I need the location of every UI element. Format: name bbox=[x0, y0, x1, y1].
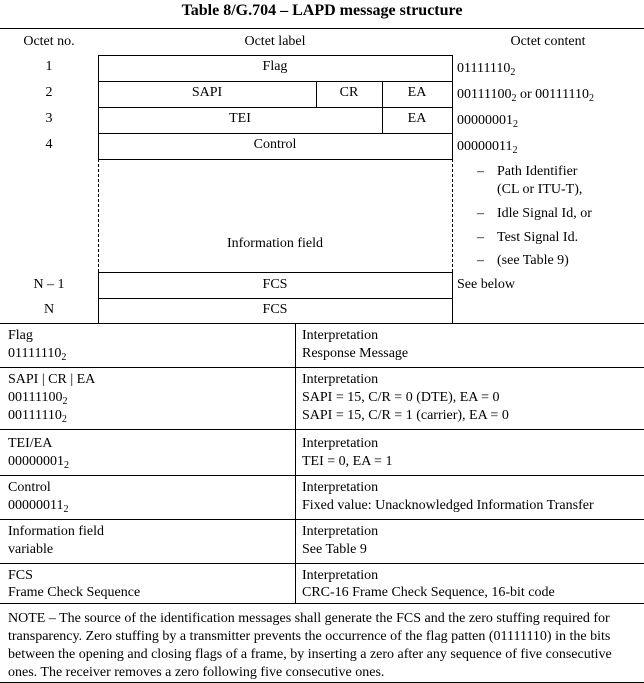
interp-field-name: TEI/EA bbox=[8, 436, 53, 451]
octet-content: $00000001_2$ bbox=[457, 113, 518, 130]
frame-right-dashed bbox=[452, 159, 453, 272]
interp-field-name: SAPI | CR | EA bbox=[8, 372, 96, 387]
list-item: (CL or ITU-T), bbox=[497, 182, 583, 197]
interp-heading: Interpretation bbox=[302, 372, 379, 387]
header-octet-no: Octet no. bbox=[23, 34, 75, 49]
octet-label-sapi: SAPI bbox=[191, 85, 223, 100]
octet-label-ea: EA bbox=[407, 111, 427, 126]
interp-field-value: $00111110_2$ bbox=[8, 408, 67, 425]
interp-field-value: $00000001_2$ bbox=[8, 454, 69, 471]
interp-field-value: variable bbox=[8, 542, 54, 557]
interp-text: Fixed value: Unacknowledged Information Transfer bbox=[302, 498, 594, 513]
frame-line bbox=[98, 133, 453, 134]
interp-row-line bbox=[0, 563, 644, 564]
frame-right-border bbox=[452, 55, 453, 159]
list-item: Test Signal Id. bbox=[497, 230, 579, 245]
octet-label-fcs: FCS bbox=[262, 277, 288, 292]
frame-line bbox=[98, 298, 453, 299]
octet-label-tei: TEI bbox=[229, 111, 251, 126]
interp-field-value: Frame Check Sequence bbox=[8, 585, 141, 600]
octet-label-information-field: Information field bbox=[226, 236, 324, 251]
interp-column-divider bbox=[295, 323, 296, 603]
frame-line bbox=[98, 55, 453, 56]
octet-content: $00111100_2$ or $00111110_2$ bbox=[457, 87, 595, 104]
octet-label-ea: EA bbox=[407, 85, 427, 100]
interp-field-name: Control bbox=[8, 480, 51, 495]
interp-row-line bbox=[0, 603, 644, 604]
octet-no: 2 bbox=[45, 85, 53, 100]
frame-bottom-line bbox=[0, 323, 644, 324]
interp-field-name: Flag bbox=[8, 328, 33, 343]
interp-heading: Interpretation bbox=[302, 524, 379, 539]
interp-row-line bbox=[0, 429, 644, 430]
list-dash: – bbox=[477, 230, 484, 245]
table-title: Table 8/G.704 – LAPD message structure bbox=[181, 2, 463, 19]
frame-line bbox=[98, 272, 453, 273]
list-dash: – bbox=[477, 253, 484, 268]
octet-label-flag: Flag bbox=[262, 59, 288, 74]
interp-text: SAPI = 15, C/R = 0 (DTE), EA = 0 bbox=[302, 390, 500, 405]
list-dash: – bbox=[477, 164, 484, 179]
octet-content: See below bbox=[457, 277, 515, 292]
interp-field-name: Information field bbox=[8, 524, 105, 539]
octet-content: $00000011_2$ bbox=[457, 139, 518, 156]
octet-no: 1 bbox=[45, 59, 53, 74]
interp-field-value: $00000011_2$ bbox=[8, 498, 69, 515]
interp-text: See Table 9 bbox=[302, 542, 367, 557]
octet-label-control: Control bbox=[253, 137, 297, 152]
interp-field-value: $01111110_2$ bbox=[8, 346, 67, 363]
octet-no: N bbox=[43, 302, 55, 317]
interp-text: Response Message bbox=[302, 346, 409, 361]
interp-field-value: $00111100_2$ bbox=[8, 390, 68, 407]
interp-field-name: FCS bbox=[8, 568, 33, 583]
octet-label-cr: CR bbox=[339, 85, 359, 100]
octet-content: $01111110_2$ bbox=[457, 61, 516, 78]
frame-line bbox=[98, 159, 453, 160]
list-dash: – bbox=[477, 206, 484, 221]
octet-no: N – 1 bbox=[33, 277, 65, 292]
interp-heading: Interpretation bbox=[302, 480, 379, 495]
header-octet-label: Octet label bbox=[244, 34, 306, 49]
list-item: Idle Signal Id, or bbox=[497, 206, 592, 221]
interp-row-line bbox=[0, 475, 644, 476]
octet-label-fcs: FCS bbox=[262, 302, 288, 317]
octet-no: 4 bbox=[45, 137, 53, 152]
interp-heading: Interpretation bbox=[302, 436, 379, 451]
interp-text: CRC-16 Frame Check Sequence, 16-bit code bbox=[302, 585, 555, 600]
interp-text: TEI = 0, EA = 1 bbox=[302, 454, 393, 469]
list-item: (see Table 9) bbox=[497, 253, 569, 268]
header-octet-content: Octet content bbox=[510, 34, 586, 49]
frame-left-dashed bbox=[98, 159, 99, 272]
interp-text: SAPI = 15, C/R = 1 (carrier), EA = 0 bbox=[302, 408, 509, 423]
interp-heading: Interpretation bbox=[302, 568, 379, 583]
frame-line bbox=[98, 81, 453, 82]
octet-no: 3 bbox=[45, 111, 53, 126]
interp-heading: Interpretation bbox=[302, 328, 379, 343]
interp-row-line bbox=[0, 519, 644, 520]
interp-row-line bbox=[0, 367, 644, 368]
table-note: NOTE – The source of the identification messages shall generate the FCS and the zero stuffing required for transparency. Zero stuffing by a transmitter prevents the occurrence of the flag patten (01111110) in the bits between the opening and closing flags of a frame, by inserting a zero after any sequence of five consecutive ones. The receiver removes a zero following five consecutive ones. bbox=[8, 611, 612, 680]
frame-line bbox=[98, 107, 453, 108]
table-top-border bbox=[0, 28, 644, 29]
list-item: Path Identifier bbox=[497, 164, 578, 179]
frame-right-border bbox=[452, 272, 453, 323]
